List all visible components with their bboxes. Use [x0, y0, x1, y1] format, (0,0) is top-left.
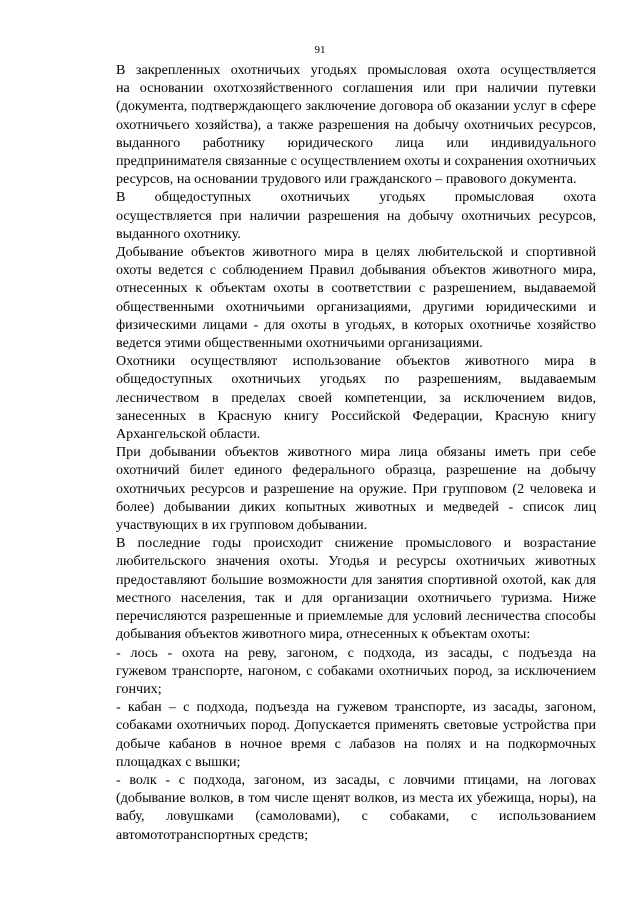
- text-line: охотничий билет единого федерального образца, разрешение на добычу: [116, 462, 596, 479]
- paragraph: [78, 644, 596, 699]
- text-line: добыче кабанов в ночное время с лабазов на полях и на подкормочных: [116, 735, 596, 752]
- text-line: отнесенных к объектам охоты в соответствии с разрешением, выдаваемой: [116, 280, 596, 297]
- text-line: охоты ведется с соблюдением Правил добывания объектов животного мира,: [116, 262, 596, 279]
- text-line: ресурсов, на основании трудового или гражданского – правового документа.: [116, 171, 577, 188]
- text-line: любительского значения охоты. Угодья и ресурсы охотничьих животных: [116, 553, 596, 570]
- text-line: Архангельской области.: [116, 426, 261, 443]
- text-line: общественными охотничьими организациями, другими юридическими и: [116, 298, 596, 315]
- text-line: охотничьих ресурсов и разрешение на оружие. При групповом (2 человека и: [116, 480, 596, 497]
- paragraph: [78, 771, 596, 844]
- text-line: вабу, ловушками (самоловами), с собаками, с использованием: [116, 808, 596, 825]
- text-line: гужевом транспорте, нагоном, с собаками охотничьих пород, за исключением: [116, 662, 596, 679]
- text-line: Охотники осуществляют использование объектов животного мира в: [116, 353, 596, 370]
- document-body: [78, 61, 596, 844]
- text-line: При добывании объектов животного мира лица обязаны иметь при себе: [116, 444, 596, 461]
- text-line: лесничеством в пределах своей компетенции, за исключением видов,: [116, 389, 596, 406]
- paragraph: [78, 352, 596, 443]
- text-line: перечисляются разрешенные и приемлемые для условий лесничества способы: [116, 608, 596, 625]
- text-line: ведется этими общественными охотничьими организациями.: [116, 335, 483, 352]
- text-line: выданного охотнику.: [116, 225, 241, 242]
- text-line: на основании охотхозяйственного соглашения или при наличии путевки: [116, 80, 596, 97]
- paragraph: [78, 243, 596, 352]
- text-line: - лось - охота на реву, загоном, с подхода, из засады, с подъезда на: [116, 644, 596, 661]
- text-line: гончих;: [116, 680, 162, 697]
- paragraph: [78, 61, 596, 188]
- text-line: В общедоступных охотничьих угодьях промысловая охота: [116, 189, 596, 206]
- text-line: охотничьего хозяйства), а также разрешения на добычу охотничьих ресурсов,: [116, 116, 596, 133]
- text-line: площадках с вышки;: [116, 753, 241, 770]
- text-line: занесенных в Красную книгу Российской Федерации, Красную книгу: [116, 407, 596, 424]
- text-line: автомототранспортных средств;: [116, 826, 309, 843]
- text-line: - кабан – с подхода, подъезда на гужевом транспорте, из засады, загоном,: [116, 699, 596, 716]
- paragraph: [78, 443, 596, 534]
- text-line: (документа, подтверждающего заключение договора об оказании услуг в сфере: [116, 98, 596, 115]
- text-line: общедоступных охотничьих угодьях по разрешениям, выдаваемым: [116, 371, 596, 388]
- text-line: Добывание объектов животного мира в целях любительской и спортивной: [116, 244, 596, 261]
- text-line: В последние годы происходит снижение промыслового и возрастание: [116, 535, 596, 552]
- text-line: добывания объектов животного мира, отнесенных к объектам охоты:: [116, 626, 531, 643]
- text-line: местного населения, так и для организации охотничьего туризма. Ниже: [116, 589, 596, 606]
- text-line: участвующих в их групповом добывании.: [116, 517, 368, 534]
- text-line: выданного работнику юридического лица или индивидуального: [116, 134, 596, 151]
- text-line: более) добывании диких копытных животных и медведей - список лиц: [116, 498, 596, 515]
- text-line: В закрепленных охотничьих угодьях промысловая охота осуществляется: [116, 62, 596, 78]
- text-line: предоставляют большие возможности для занятия спортивной охотой, как для: [116, 571, 596, 588]
- paragraph: [78, 534, 596, 643]
- text-line: осуществляется при наличии разрешения на добычу охотничьих ресурсов,: [116, 207, 596, 224]
- page-number: 91: [314, 44, 326, 56]
- text-line: собаками охотничьих пород. Допускается применять световые устройства при: [116, 717, 596, 734]
- paragraph: [78, 698, 596, 771]
- text-line: физическими лицами - для охоты в угодьях, в которых охотничье хозяйство: [116, 316, 596, 333]
- text-line: - волк - с подхода, загоном, из засады, с ловчими птицами, на логовах: [116, 771, 596, 788]
- paragraph: [78, 188, 596, 243]
- text-line: предпринимателя связанные с осуществлением охоты и сохранения охотничьих: [116, 153, 597, 170]
- text-line: (добывание волков, в том числе щенят волков, из места их убежища, норы), на: [116, 790, 596, 807]
